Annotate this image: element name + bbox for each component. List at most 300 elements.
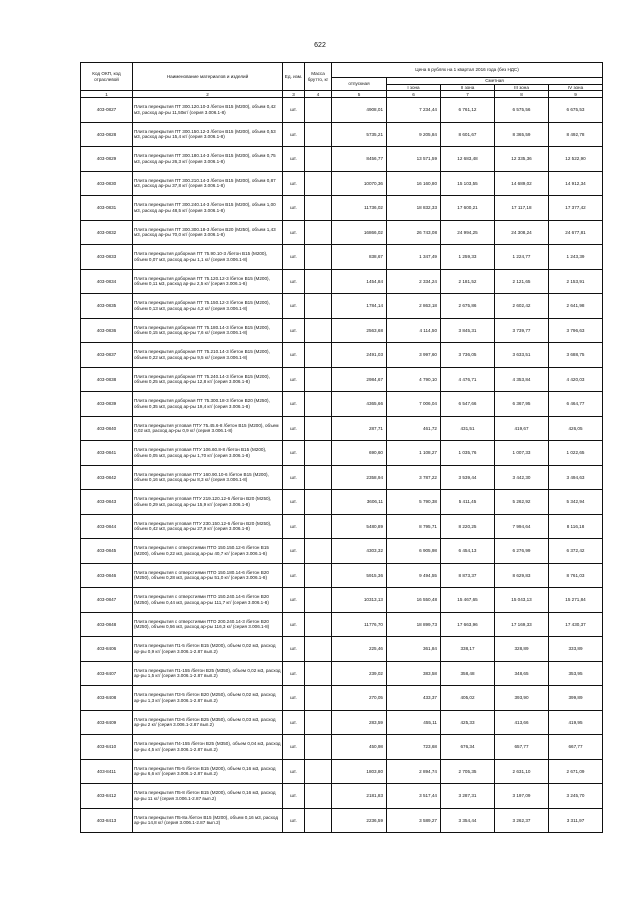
row-code: 403-0830 <box>81 171 133 196</box>
row-zone-1-price: 13 571,59 <box>387 147 441 172</box>
row-zone-3-price: 3 633,51 <box>495 343 549 368</box>
row-zone-3-price: 6 276,99 <box>495 539 549 564</box>
row-zone-4-price: 399,89 <box>549 686 603 711</box>
row-zone-3-price: 8 629,83 <box>495 563 549 588</box>
row-zone-1-price: 455,11 <box>387 710 441 735</box>
row-release-price: 16866,02 <box>332 220 387 245</box>
row-unit: шт. <box>283 367 305 392</box>
row-unit: шт. <box>283 759 305 784</box>
row-unit: шт. <box>283 318 305 343</box>
row-name: Плита перекрытия П3-5 /бетон В20 (М250), объем 0,02 м3, расход ар-ры 1,3 кг/ (серия 3.006.1-2.87 вып.2) <box>133 686 283 711</box>
header-unit: Ед. изм. <box>283 63 305 91</box>
row-unit: шт. <box>283 196 305 221</box>
row-unit: шт. <box>283 220 305 245</box>
row-zone-3-price: 6 367,95 <box>495 392 549 417</box>
header-zone-3: III зона <box>495 84 549 91</box>
row-release-price: 450,98 <box>332 735 387 760</box>
row-code: 403-8413 <box>81 808 133 833</box>
row-zone-3-price: 6 575,56 <box>495 98 549 123</box>
row-unit: шт. <box>283 416 305 441</box>
row-zone-1-price: 7 006,04 <box>387 392 441 417</box>
row-zone-3-price: 15 043,13 <box>495 588 549 613</box>
row-release-price: 2358,94 <box>332 465 387 490</box>
row-zone-4-price: 2 153,91 <box>549 269 603 294</box>
row-zone-2-price: 24 994,25 <box>441 220 495 245</box>
row-zone-4-price: 15 271,84 <box>549 588 603 613</box>
header-mass: Масса брутто, кг <box>305 63 332 91</box>
row-zone-4-price: 3 688,75 <box>549 343 603 368</box>
row-release-price: 10070,36 <box>332 171 387 196</box>
row-release-price: 4908,01 <box>332 98 387 123</box>
row-code: 403-0838 <box>81 367 133 392</box>
row-unit: шт. <box>283 661 305 686</box>
row-release-price: 239,02 <box>332 661 387 686</box>
row-zone-4-price: 8 116,18 <box>549 514 603 539</box>
row-name: Плита перекрытия доборная ПТ 75.150.12-3 /бетон В15 (М200), объем 0,13 м3, расход ар-ры 4,2 кг/ (серия 3.006.1-8) <box>133 294 283 319</box>
row-zone-3-price: 2 631,10 <box>495 759 549 784</box>
row-code: 403-0835 <box>81 294 133 319</box>
row-zone-4-price: 8 492,78 <box>549 122 603 147</box>
row-zone-1-price: 2 894,74 <box>387 759 441 784</box>
row-name: Плита перекрытия доборная ПТ 75.210.14-3 /бетон В15 (М200), объем 0,22 м3, расход ар-ры 9,5 кг/ (серия 3.006.1-8) <box>133 343 283 368</box>
table-row <box>81 98 603 123</box>
row-release-price: 4303,32 <box>332 539 387 564</box>
row-zone-1-price: 16 550,48 <box>387 588 441 613</box>
row-zone-3-price: 2 602,42 <box>495 294 549 319</box>
column-number: 8 <box>495 91 549 98</box>
row-mass <box>305 122 332 147</box>
row-name: Плита перекрытия доборная ПТ 75.240.14-3 /бетон В15 (М200), объем 0,25 м3, расход ар-ры 12,8 кг/ (серия 3.006.1-8) <box>133 367 283 392</box>
row-mass <box>305 318 332 343</box>
row-zone-3-price: 3 262,37 <box>495 808 549 833</box>
row-release-price: 5915,36 <box>332 563 387 588</box>
row-zone-4-price: 14 912,34 <box>549 171 603 196</box>
table-body <box>81 98 603 833</box>
row-code: 403-8412 <box>81 784 133 809</box>
row-zone-3-price: 7 994,64 <box>495 514 549 539</box>
row-zone-2-price: 15 467,65 <box>441 588 495 613</box>
row-zone-2-price: 17 663,96 <box>441 612 495 637</box>
row-code: 403-0833 <box>81 245 133 270</box>
row-mass <box>305 245 332 270</box>
row-zone-3-price: 2 121,65 <box>495 269 549 294</box>
row-mass <box>305 808 332 833</box>
row-release-price: 2491,03 <box>332 343 387 368</box>
row-mass <box>305 465 332 490</box>
row-code: 403-0847 <box>81 588 133 613</box>
row-unit: шт. <box>283 686 305 711</box>
row-mass <box>305 686 332 711</box>
table-row <box>81 367 603 392</box>
row-release-price: 287,71 <box>332 416 387 441</box>
row-unit: шт. <box>283 392 305 417</box>
row-release-price: 8456,77 <box>332 147 387 172</box>
row-unit: шт. <box>283 269 305 294</box>
row-name: Плита перекрытия доборная ПТ 75.90.10-3 /бетон В15 (М200), объем 0,07 м3, расход ар-ры 1,1 кг/ (серия 3.006.1-8) <box>133 245 283 270</box>
row-zone-3-price: 419,67 <box>495 416 549 441</box>
row-name: Плита перекрытия П3-6 /бетон В25 (М350), объем 0,03 м3, расход ар-ры 2 кг/ (серия 3.006.1-2.87 вып.2) <box>133 710 283 735</box>
row-release-price: 225,46 <box>332 637 387 662</box>
row-mass <box>305 735 332 760</box>
row-name: Плита перекрытия П4-155 /бетон В25 (М350), объем 0,04 м3, расход ар-ры 4,5 кг/ (серия 3.006.1-2.87 вып.2) <box>133 735 283 760</box>
row-zone-2-price: 17 600,21 <box>441 196 495 221</box>
row-zone-1-price: 3 589,27 <box>387 808 441 833</box>
row-code: 403-0839 <box>81 392 133 417</box>
row-unit: шт. <box>283 343 305 368</box>
row-name: Плита перекрытия доборная ПТ 75.300.18-3 /бетон В20 (М250), объем 0,35 м3, расход ар-ры 19,4 кг/ (серия 3.006.1-8) <box>133 392 283 417</box>
table-row <box>81 759 603 784</box>
row-zone-3-price: 17 117,18 <box>495 196 549 221</box>
row-release-price: 283,59 <box>332 710 387 735</box>
row-zone-1-price: 18 832,33 <box>387 196 441 221</box>
table-row <box>81 441 603 466</box>
table-row <box>81 343 603 368</box>
row-name: Плита перекрытия ПТ 300.210.14-3 /бетон В15 (М200), объем 0,87 м3, расход ар-ры 37,8 кг/ (серия 3.006.1-8) <box>133 171 283 196</box>
row-mass <box>305 784 332 809</box>
header-release: отпускная <box>332 78 387 91</box>
row-release-price: 2236,59 <box>332 808 387 833</box>
row-zone-3-price: 17 169,33 <box>495 612 549 637</box>
row-mass <box>305 392 332 417</box>
row-zone-2-price: 425,33 <box>441 710 495 735</box>
row-zone-4-price: 6 464,77 <box>549 392 603 417</box>
row-release-price: 1454,84 <box>332 269 387 294</box>
row-unit: шт. <box>283 441 305 466</box>
row-mass <box>305 514 332 539</box>
row-name: Плита перекрытия доборная ПТ 75.120.12-3 /бетон В15 (М200), объем 0,11 м3, расход ар-ры 2,5 кг/ (серия 3.006.1-8) <box>133 269 283 294</box>
row-code: 403-0846 <box>81 563 133 588</box>
row-zone-2-price: 4 476,71 <box>441 367 495 392</box>
row-name: Плита перекрытия П5-8 /бетон В15 (М200), объем 0,16 м3, расход ар-ры 11 кг/ (серия 3.006.1-2.87 вып.2) <box>133 784 283 809</box>
row-name: Плита перекрытия ПТ 300.180.14-3 /бетон В15 (М200), объем 0,75 м3, расход ар-ры 26,3 кг/ (серия 3.006.1-8) <box>133 147 283 172</box>
row-zone-1-price: 4 114,50 <box>387 318 441 343</box>
row-code: 403-0832 <box>81 220 133 245</box>
row-name: Плита перекрытия угловая ПТУ 75.45.6-8 /бетон В15 (М200), объем 0,02 м3, расход ар-ры 0,9 кг/ (серия 3.006.1-8) <box>133 416 283 441</box>
row-zone-4-price: 419,95 <box>549 710 603 735</box>
header-code: Код ОКП, код отраслевой <box>81 63 133 91</box>
table-row <box>81 661 603 686</box>
row-unit: шт. <box>283 122 305 147</box>
table-row <box>81 147 603 172</box>
row-release-price: 2181,83 <box>332 784 387 809</box>
table-row <box>81 563 603 588</box>
row-release-price: 5480,89 <box>332 514 387 539</box>
row-zone-3-price: 393,90 <box>495 686 549 711</box>
row-zone-2-price: 2 181,52 <box>441 269 495 294</box>
row-name: Плита перекрытия угловая ПТУ 219.120.12-6 /бетон В20 (М250), объем 0,29 м3, расход ар-ры 15,9 кг/ (серия 3.006.1-8) <box>133 490 283 515</box>
row-zone-1-price: 2 334,24 <box>387 269 441 294</box>
row-unit: шт. <box>283 710 305 735</box>
column-numbers-row <box>81 91 603 98</box>
header-price: Цена в рублях на 1 квартал 2016 года (без НДС) <box>332 63 603 78</box>
row-unit: шт. <box>283 637 305 662</box>
row-mass <box>305 441 332 466</box>
row-zone-4-price: 2 671,09 <box>549 759 603 784</box>
row-zone-2-price: 3 736,05 <box>441 343 495 368</box>
row-zone-1-price: 9 494,55 <box>387 563 441 588</box>
row-zone-2-price: 6 761,12 <box>441 98 495 123</box>
row-unit: шт. <box>283 98 305 123</box>
row-release-price: 11736,02 <box>332 196 387 221</box>
row-release-price: 1784,14 <box>332 294 387 319</box>
column-number: 2 <box>133 91 283 98</box>
column-number: 7 <box>441 91 495 98</box>
table-row <box>81 612 603 637</box>
row-zone-3-price: 5 262,92 <box>495 490 549 515</box>
row-code: 403-0827 <box>81 98 133 123</box>
row-mass <box>305 171 332 196</box>
table-row <box>81 490 603 515</box>
row-zone-1-price: 3 997,60 <box>387 343 441 368</box>
row-zone-2-price: 2 705,35 <box>441 759 495 784</box>
row-release-price: 3606,11 <box>332 490 387 515</box>
row-zone-1-price: 9 205,84 <box>387 122 441 147</box>
table-row <box>81 220 603 245</box>
row-zone-1-price: 723,68 <box>387 735 441 760</box>
row-unit: шт. <box>283 808 305 833</box>
row-code: 403-0842 <box>81 465 133 490</box>
row-zone-4-price: 1 022,65 <box>549 441 603 466</box>
row-release-price: 2563,68 <box>332 318 387 343</box>
row-mass <box>305 343 332 368</box>
row-zone-3-price: 8 365,59 <box>495 122 549 147</box>
row-release-price: 690,60 <box>332 441 387 466</box>
row-zone-4-price: 2 641,98 <box>549 294 603 319</box>
row-zone-3-price: 348,65 <box>495 661 549 686</box>
row-code: 403-8411 <box>81 759 133 784</box>
column-number: 1 <box>81 91 133 98</box>
row-code: 403-0837 <box>81 343 133 368</box>
row-zone-4-price: 17 430,37 <box>549 612 603 637</box>
row-name: Плита перекрытия с отверстиями ПТО 150.180.14-6 /бетон В20 (М250), объем 0,28 м3, расход ар-ры 51,0 кг/ (серия 3.006.1-8) <box>133 563 283 588</box>
table-row <box>81 269 603 294</box>
row-mass <box>305 759 332 784</box>
row-mass <box>305 416 332 441</box>
row-mass <box>305 98 332 123</box>
table-row <box>81 465 603 490</box>
row-zone-4-price: 333,89 <box>549 637 603 662</box>
row-release-price: 10313,13 <box>332 588 387 613</box>
table-row <box>81 808 603 833</box>
row-zone-4-price: 24 677,81 <box>549 220 603 245</box>
table-row <box>81 686 603 711</box>
row-zone-2-price: 1 035,76 <box>441 441 495 466</box>
row-name: Плита перекрытия с отверстиями ПТО 150.240.14-6 /бетон В20 (М250), объем 0,44 м3, расход ар-ры 111,7 кг/ (серия 3.006.1-8) <box>133 588 283 613</box>
row-mass <box>305 563 332 588</box>
table-row <box>81 245 603 270</box>
row-name: Плита перекрытия П5-8а /бетон В15 (М200), объем 0,16 м3, расход ар-ры 14,8 кг/ (серия 3.006.1-2.87 вып.2) <box>133 808 283 833</box>
row-unit: шт. <box>283 465 305 490</box>
column-number: 9 <box>549 91 603 98</box>
row-zone-4-price: 3 311,97 <box>549 808 603 833</box>
row-zone-1-price: 383,58 <box>387 661 441 686</box>
row-release-price: 838,67 <box>332 245 387 270</box>
row-unit: шт. <box>283 784 305 809</box>
row-zone-2-price: 338,17 <box>441 637 495 662</box>
column-number: 5 <box>332 91 387 98</box>
row-code: 403-0841 <box>81 441 133 466</box>
row-code: 403-0843 <box>81 490 133 515</box>
row-mass <box>305 196 332 221</box>
row-release-price: 11776,70 <box>332 612 387 637</box>
row-name: Плита перекрытия ПТ 300.240.14-3 /бетон В15 (М200), объем 1,00 м3, расход ар-ры 48,5 кг/ (серия 3.006.1-8) <box>133 196 283 221</box>
row-name: Плита перекрытия угловая ПТУ 106.60.8-8 /бетон В15 (М200), объем 0,05 м3, расход ар-ры 1,70 кг/ (серия 3.006.1-8) <box>133 441 283 466</box>
price-table <box>80 62 603 833</box>
row-code: 403-0848 <box>81 612 133 637</box>
table-row <box>81 784 603 809</box>
row-zone-3-price: 328,89 <box>495 637 549 662</box>
row-zone-2-price: 8 601,67 <box>441 122 495 147</box>
row-zone-2-price: 358,48 <box>441 661 495 686</box>
row-zone-3-price: 4 353,84 <box>495 367 549 392</box>
table-row <box>81 318 603 343</box>
row-name: Плита перекрытия ПТ 300.120.10-3 /бетон В15 (М200), объем 0,42 м3, расход ар-ры 11,50кг/ (серия 3.006.1-8) <box>133 98 283 123</box>
row-zone-3-price: 3 442,30 <box>495 465 549 490</box>
row-mass <box>305 367 332 392</box>
row-zone-2-price: 5 411,45 <box>441 490 495 515</box>
row-mass <box>305 269 332 294</box>
row-zone-1-price: 8 795,71 <box>387 514 441 539</box>
row-zone-2-price: 6 547,66 <box>441 392 495 417</box>
row-zone-4-price: 6 675,53 <box>549 98 603 123</box>
row-code: 403-0845 <box>81 539 133 564</box>
row-unit: шт. <box>283 588 305 613</box>
table-row <box>81 196 603 221</box>
row-mass <box>305 710 332 735</box>
row-zone-3-price: 12 335,36 <box>495 147 549 172</box>
row-zone-4-price: 1 243,39 <box>549 245 603 270</box>
row-mass <box>305 539 332 564</box>
row-zone-3-price: 657,77 <box>495 735 549 760</box>
table-row <box>81 637 603 662</box>
row-zone-4-price: 3 245,70 <box>549 784 603 809</box>
row-release-price: 4365,66 <box>332 392 387 417</box>
table-row <box>81 710 603 735</box>
table-row <box>81 171 603 196</box>
row-name: Плита перекрытия угловая ПТУ 230.150.12-6 /бетон В20 (М250), объем 0,42 м3, расход ар-ры 27,9 кг/ (серия 3.006.1-8) <box>133 514 283 539</box>
row-zone-1-price: 16 160,80 <box>387 171 441 196</box>
row-code: 403-0844 <box>81 514 133 539</box>
row-code: 403-8407 <box>81 661 133 686</box>
row-zone-3-price: 1 224,77 <box>495 245 549 270</box>
row-zone-1-price: 433,37 <box>387 686 441 711</box>
row-zone-3-price: 1 007,33 <box>495 441 549 466</box>
row-mass <box>305 147 332 172</box>
row-unit: шт. <box>283 147 305 172</box>
row-zone-4-price: 426,05 <box>549 416 603 441</box>
row-zone-3-price: 14 689,02 <box>495 171 549 196</box>
table-row <box>81 539 603 564</box>
row-release-price: 270,05 <box>332 686 387 711</box>
row-unit: шт. <box>283 490 305 515</box>
row-code: 403-8406 <box>81 637 133 662</box>
row-unit: шт. <box>283 245 305 270</box>
row-zone-4-price: 8 761,03 <box>549 563 603 588</box>
row-zone-4-price: 12 522,90 <box>549 147 603 172</box>
row-zone-1-price: 2 863,18 <box>387 294 441 319</box>
table-row <box>81 735 603 760</box>
row-zone-2-price: 3 845,31 <box>441 318 495 343</box>
row-zone-4-price: 353,95 <box>549 661 603 686</box>
row-name: Плита перекрытия П1-5 /бетон В15 (М200), объем 0,02 м3, расход ар-ры 0,9 кг/ (серия 3.006.1-2.87 вып.2) <box>133 637 283 662</box>
row-unit: шт. <box>283 612 305 637</box>
row-zone-2-price: 8 873,37 <box>441 563 495 588</box>
row-unit: шт. <box>283 514 305 539</box>
row-zone-1-price: 3 517,44 <box>387 784 441 809</box>
row-unit: шт. <box>283 294 305 319</box>
row-zone-2-price: 8 220,25 <box>441 514 495 539</box>
row-name: Плита перекрытия с отверстиями ПТО 200.240.14-3 /бетон В20 (М250), объем 0,56 м3, расход ар-ры 116,3 кг/ (серия 3.006.1-8) <box>133 612 283 637</box>
row-code: 403-8409 <box>81 710 133 735</box>
row-zone-2-price: 1 259,33 <box>441 245 495 270</box>
row-zone-4-price: 3 796,63 <box>549 318 603 343</box>
row-code: 403-0834 <box>81 269 133 294</box>
row-unit: шт. <box>283 539 305 564</box>
row-code: 403-0840 <box>81 416 133 441</box>
row-zone-1-price: 1 347,49 <box>387 245 441 270</box>
table-row <box>81 416 603 441</box>
header-zone-4: IV зона <box>549 84 603 91</box>
row-zone-1-price: 6 905,98 <box>387 539 441 564</box>
page-number: 622 <box>314 42 326 49</box>
row-unit: шт. <box>283 735 305 760</box>
row-mass <box>305 637 332 662</box>
row-zone-1-price: 3 787,22 <box>387 465 441 490</box>
row-release-price: 5735,21 <box>332 122 387 147</box>
row-zone-2-price: 431,51 <box>441 416 495 441</box>
row-mass <box>305 294 332 319</box>
row-zone-1-price: 5 790,38 <box>387 490 441 515</box>
row-name: Плита перекрытия угловая ПТУ 160.90.10-6 /бетон В15 (М200), объем 0,16 м3, расход ар-ры 8,3 кг/ (серия 3.006.1-8) <box>133 465 283 490</box>
row-zone-2-price: 405,02 <box>441 686 495 711</box>
row-zone-3-price: 3 197,09 <box>495 784 549 809</box>
row-mass <box>305 220 332 245</box>
row-mass <box>305 588 332 613</box>
row-zone-1-price: 26 743,08 <box>387 220 441 245</box>
row-mass <box>305 612 332 637</box>
row-name: Плита перекрытия П5-5 /бетон В15 (М200), объем 0,16 м3, расход ар-ры 6,6 кг/ (серия 3.006.1-2.87 вып.2) <box>133 759 283 784</box>
row-code: 403-0836 <box>81 318 133 343</box>
row-zone-2-price: 15 103,55 <box>441 171 495 196</box>
row-code: 403-8408 <box>81 686 133 711</box>
header-estimate: Сметная <box>387 78 603 85</box>
row-zone-3-price: 24 308,24 <box>495 220 549 245</box>
row-code: 403-0828 <box>81 122 133 147</box>
row-code: 403-0829 <box>81 147 133 172</box>
row-zone-2-price: 12 683,48 <box>441 147 495 172</box>
column-number: 3 <box>283 91 305 98</box>
row-zone-1-price: 461,72 <box>387 416 441 441</box>
row-release-price: 1803,80 <box>332 759 387 784</box>
table-row <box>81 588 603 613</box>
column-number: 4 <box>305 91 332 98</box>
row-zone-4-price: 667,77 <box>549 735 603 760</box>
row-zone-1-price: 361,84 <box>387 637 441 662</box>
table-row <box>81 392 603 417</box>
row-zone-2-price: 3 539,44 <box>441 465 495 490</box>
row-zone-3-price: 413,66 <box>495 710 549 735</box>
row-name: Плита перекрытия ПТ 300.300.18-3 /бетон В20 (М250), объем 1,43 м3, расход ар-ры 70,0 кг/ (серия 3.006.1-8) <box>133 220 283 245</box>
row-zone-1-price: 4 790,10 <box>387 367 441 392</box>
row-zone-2-price: 3 287,31 <box>441 784 495 809</box>
table-row <box>81 514 603 539</box>
row-name: Плита перекрытия ПТ 300.150.12-3 /бетон В15 (М200), объем 0,53 м3, расход ар-ры 15,4 кг/ (серия 3.006.1-8) <box>133 122 283 147</box>
header-zone-2: II зона <box>441 84 495 91</box>
row-code: 403-0831 <box>81 196 133 221</box>
row-zone-4-price: 5 342,94 <box>549 490 603 515</box>
row-name: Плита перекрытия с отверстиями ПТО 150.150.12-6 /бетон В15 (М200), объем 0,22 м3, расход ар-ры 40,7 кг/ (серия 3.006.1-8) <box>133 539 283 564</box>
row-zone-3-price: 3 739,77 <box>495 318 549 343</box>
